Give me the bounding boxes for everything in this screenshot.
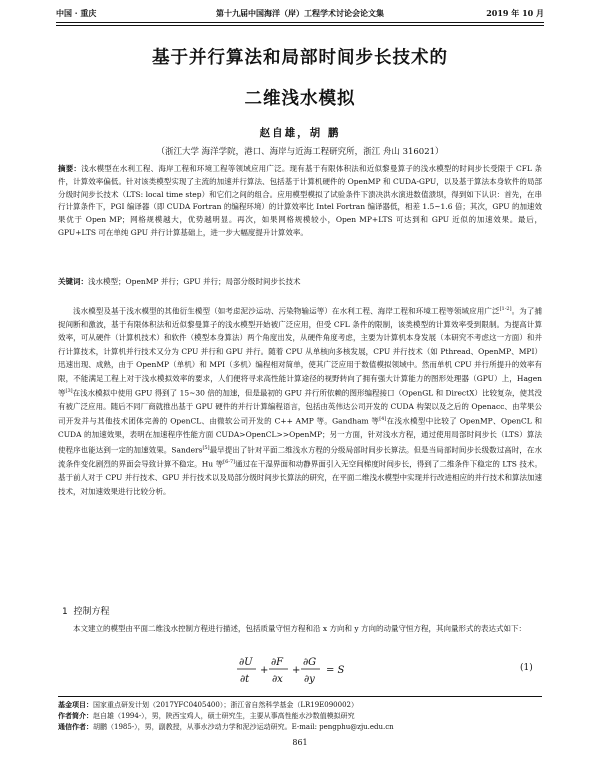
footnote-funding-text: 国家重点研发计划（2017YFC0405400）；浙江省自然科学基金（LR19E090002）	[93, 701, 358, 709]
page-number: 861	[292, 738, 308, 747]
eq-numerator-g: ∂G	[303, 657, 317, 668]
footnote-author-label: 作者简介：	[58, 712, 93, 720]
footnote-corresponding-text: 胡鹏（1985-），男，副教授，从事水沙动力学和泥沙运动研究。E-mail: pengphu@zju.edu.cn	[93, 723, 394, 731]
citation-ref: [1-2]	[499, 306, 512, 312]
eq-plus: +	[292, 665, 301, 676]
eq-denominator-x: ∂x	[272, 674, 283, 685]
keywords-label: 关键词：	[58, 277, 88, 286]
intro-text-3: 在浅水模拟中使用 GPU 得到了 15~30 倍的加速，但是最初的 GPU 并行所依赖的图形编程接口（OpenGL 和 DirectX）比较复杂，使其没有被广泛应用。随后不同厂商就推出基于 GPU 硬件的并行计算编程语言，包括由英伟达公司开发的 CUDA 构架以及之后的 Openacc、由苹果公司开发并与其他技术团体完善的 OpenCL、由微软公司开发的 C++ AMP 等。Gandham 等	[58, 388, 543, 426]
paper-title-line-2: 二维浅水模拟	[244, 89, 356, 109]
keywords	[58, 276, 542, 289]
section-title: 控制方程	[73, 607, 110, 617]
section-heading	[62, 604, 109, 617]
header-rule-thin	[56, 25, 544, 26]
citation-ref: [3]	[65, 387, 73, 394]
header-location: 中国 · 重庆	[56, 8, 97, 18]
paper-title-line-1: 基于并行算法和局部时间步长技术的	[152, 48, 448, 68]
citation-ref: [5]	[202, 444, 210, 451]
keywords-text: 浅水模型；OpenMP 并行；GPU 并行；局部分级时间步长技术	[88, 277, 301, 286]
abstract-text: 浅水模型在水利工程、海岸工程和环境工程等领域应用广泛。现有基于有限体积法和近似黎曼算子的浅水模型的时间步长受限于 CFL 条件，计算效率偏低。针对该类模型实现了主流的加速并行算法、包括基于计算机硬件的 OpenMP 和 CUDA-GPU，以及基于算法本身软件的局部分级时间步长技术（LTS: local time step）和它们之间的组合。应用模型模拟了试验条件下溃决洪水演进数值溃坝，得到如下认识：首先，在串行计算条件下，PGI 编译器（即 CUDA Fortran 的编程环境）的计算效率比 Intel Fortran 编译器低，相差 1.5~1.6 倍；其次，GPU 的加速效果优于 Open MP；网格规模越大，优势越明显。再次，如果网格规模较小，Open MP+LTS 可达到和 GPU 近似的加速效果。最后，GPU+LTS 可在单纯 GPU 并行计算基础上，进一步大幅度提升计算效率。	[58, 164, 543, 237]
author-names: 赵自雄，胡 鹏	[259, 127, 341, 139]
citation-ref: [6-7]	[223, 459, 236, 466]
abstract-label: 摘要：	[58, 164, 82, 173]
intro-text-6: 通过在干湿界面和动静界面引入无空间梯度时间步长，得到了二维条件下稳定的 LTS 技术。基于前人对于 CPU 并行技术、GPU 并行技术以及局部分级时间步长算法的研究，在平面二维浅水模型中实现并行改进相应的并行技术和算法加速技术，对加速效果进行比较分析。	[58, 459, 542, 496]
eq-plus: +	[260, 665, 269, 676]
header-rule	[56, 22, 544, 23]
intro-text-1: 浅水模型及基于浅水模型的其他衍生模型（如考虑泥沙运动、污染物输运等）在水利工程、海岸工程和环境工程等领域应用广泛	[73, 306, 500, 316]
footnote-corresponding	[58, 722, 542, 733]
section-number: 1	[62, 607, 68, 617]
equation-1	[236, 652, 366, 688]
header-proceedings-title: 第十九届中国海洋（岸）工程学术讨论会论文集	[216, 8, 384, 18]
governing-equation-paragraph: 本文建立的模型由平面二维浅水控制方程进行描述，包括质量守恒方程和沿 x 方向和 y 方向的动量守恒方程，其向量形式的表达式如下：	[73, 624, 526, 633]
author-affiliation: （浙江大学 海洋学院，港口、海岸与近海工程研究所，浙江 舟山 316021）	[156, 147, 444, 157]
eq-numerator-f: ∂F	[271, 657, 284, 668]
equation-number: (1)	[520, 663, 533, 673]
eq-right-side: = S	[326, 665, 345, 676]
abstract	[58, 163, 542, 240]
eq-denominator-y: ∂y	[304, 674, 315, 685]
eq-numerator-u: ∂U	[239, 657, 253, 668]
header-date: 2019 年 10 月	[486, 8, 544, 18]
intro-paragraph	[58, 303, 542, 498]
intro-text-2: 。为了捕捉间断和激波，基于有限体积法和近似黎曼算子的浅水模型开始被广泛应用，但受 CFL 条件的限制，该类模型的计算效率受到限制。为提高计算效率，可从硬件（计算机技术）和软件（模型本身算法）两个角度出发，从硬件角度考虑，主要为计算机本身发展（本研究不考虑这一方面）和并行计算技术，计算机并行技术又分为 CPU 并行和 GPU 并行。随着 CPU 从单核向多核发展，CPU 并行技术（如 Pthread、OpenMP、MPI）迅速出现、成熟，由于 OpenMP（单机）和 MPI（多机）编程相对简单，使其广泛应用于数值模拟领域中。然而单机 CPU 并行所提升的效率有限，不能满足工程上对于浅水模拟效率的要求，人们便将寻求高性能计算途径的视野转向了拥有强大计算能力的图形处理器（GPU）上，Hagen 等	[58, 306, 543, 398]
running-header	[56, 8, 544, 22]
footnote-author-text: 赵自雄（1994-），男，陕西宝鸡人，硕士研究生，主要从事高性能水沙数值模拟研究	[93, 712, 355, 720]
footnote-corresponding-label: 通信作者：	[58, 723, 93, 731]
footnote-author-bio	[58, 711, 542, 722]
footnote-rule	[58, 696, 542, 697]
footnote-funding-label: 基金项目：	[58, 701, 93, 709]
intro-text-5: 最早提出了针对平面二维浅水方程的分级局部时间步长算法。但是当局部时间步长级数过高时，在水流条件变化剧烈的界面会导致计算不稳定。Hu 等	[58, 445, 542, 469]
footnotes	[58, 700, 542, 733]
citation-ref: [4]	[379, 416, 387, 423]
eq-denominator-t: ∂t	[240, 674, 250, 685]
footnote-funding	[58, 700, 542, 711]
intro-text-4: 在浅水模型中比较了 OpenMP、OpenCL 和 CUDA 的加速效果，表明在加速程序性能方面 CUDA>OpenCL>>OpenMP；另一方面，针对浅水方程，通过使用局部时间步长（LTS）算法使程序也能达到一定的加速效果。Sanders	[58, 416, 542, 455]
